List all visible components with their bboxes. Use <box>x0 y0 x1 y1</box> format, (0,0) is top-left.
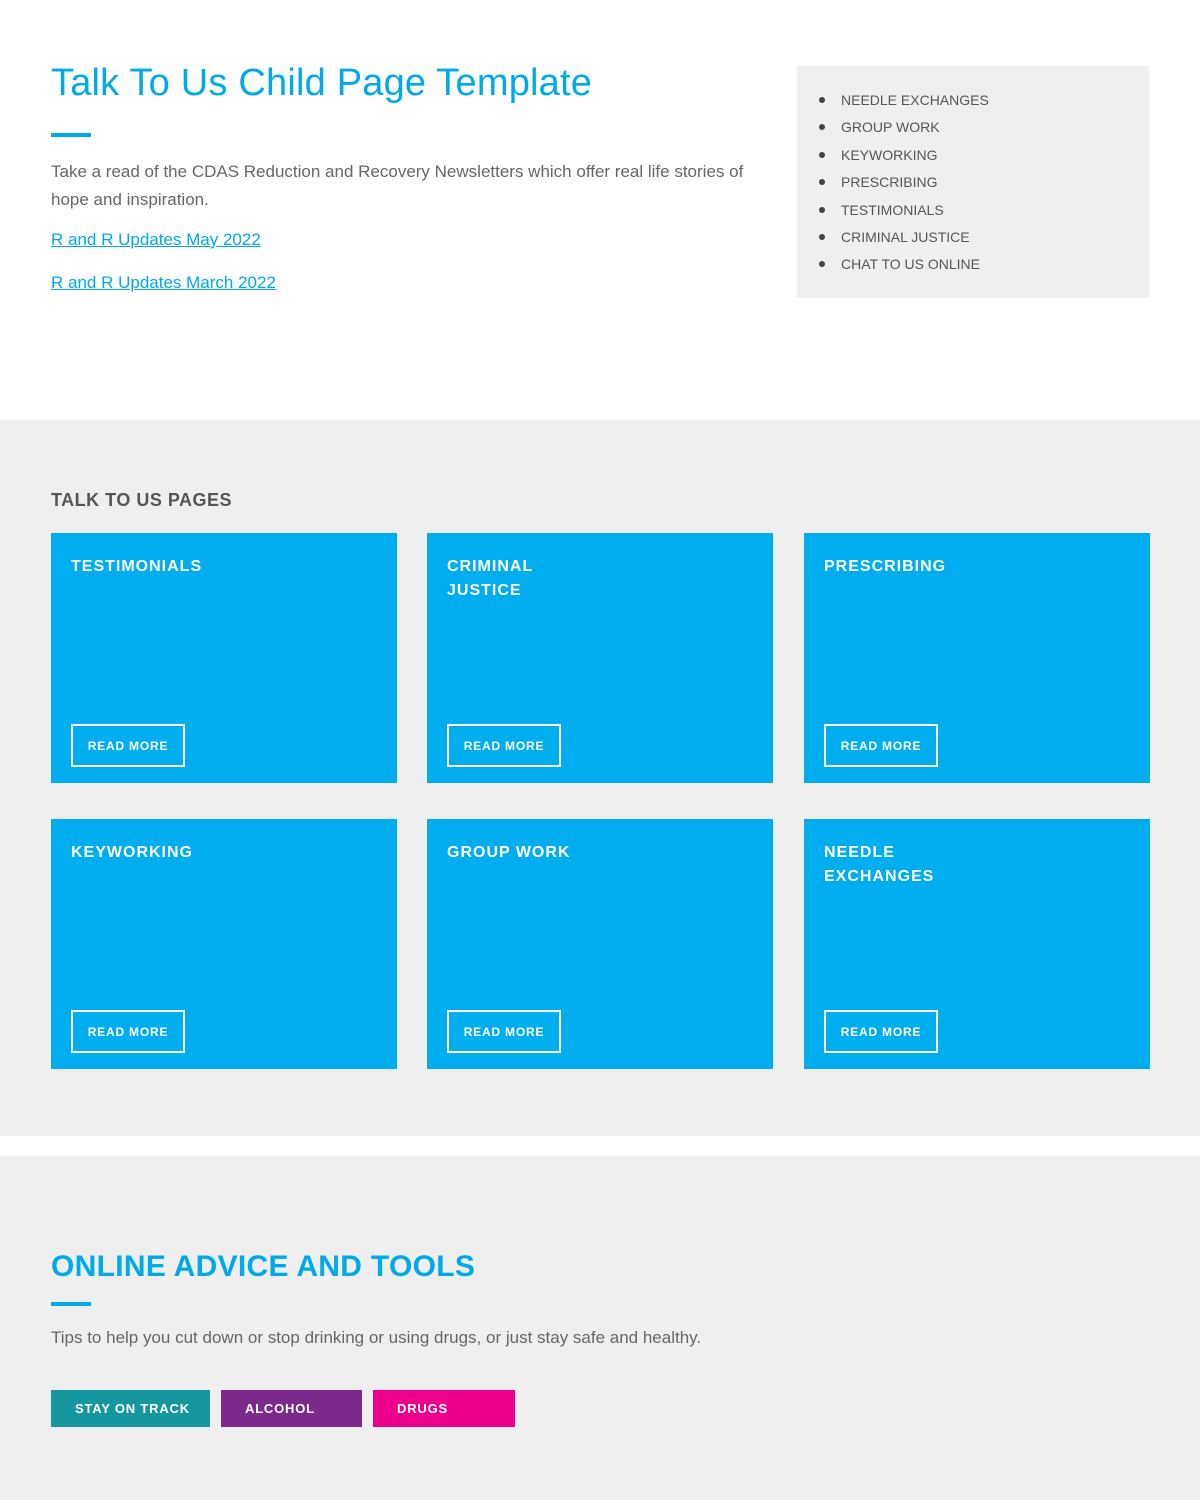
newsletter-link-march-2022[interactable]: R and R Updates March 2022 <box>51 273 276 292</box>
read-more-button[interactable]: READ MORE <box>447 1010 561 1053</box>
section-divider <box>0 1136 1200 1156</box>
bullet-icon <box>819 97 825 103</box>
newsletter-link-may-2022[interactable]: R and R Updates May 2022 <box>51 230 261 249</box>
sidebar-item-label: CHAT TO US ONLINE <box>841 256 980 273</box>
bullet-icon <box>819 152 825 158</box>
intro-text: Take a read of the CDAS Reduction and Recovery Newsletters which offer real life stories of hope and inspiration. <box>51 162 744 209</box>
card-title: GROUP WORK <box>447 844 571 861</box>
sidebar-menu <box>797 66 1149 298</box>
read-more-button[interactable]: READ MORE <box>71 1010 185 1053</box>
card-title: KEYWORKING <box>71 844 193 861</box>
card-title: TESTIMONIALS <box>71 558 203 575</box>
bullet-icon <box>819 234 825 240</box>
sidebar-item-label: NEEDLE EXCHANGES <box>841 92 989 108</box>
advice-text: Tips to help you cut down or stop drinking or using drugs, or just stay safe and healthy. <box>51 1328 702 1347</box>
read-more-button[interactable]: READ MORE <box>824 724 938 767</box>
stay-on-track-button[interactable]: STAY ON TRACK <box>51 1390 210 1427</box>
bullet-icon <box>819 179 825 185</box>
bullet-icon <box>819 124 825 130</box>
alcohol-button[interactable]: ALCOHOL <box>221 1390 362 1427</box>
bullet-icon <box>819 261 825 267</box>
card-needle-exchanges[interactable] <box>804 819 1150 1069</box>
card-prescribing[interactable] <box>804 533 1150 783</box>
card-testimonials[interactable] <box>51 533 397 783</box>
title-underline <box>51 133 91 137</box>
sidebar-item-label: GROUP WORK <box>841 119 940 136</box>
talk-to-us-pages-section <box>0 420 1200 1136</box>
read-more-button[interactable]: READ MORE <box>824 1010 938 1053</box>
sidebar-item-label: CRIMINAL JUSTICE <box>841 228 970 245</box>
intro-section <box>0 0 1200 420</box>
card-criminal-justice[interactable] <box>427 533 773 783</box>
sidebar-item-group-work[interactable] <box>819 117 1149 144</box>
card-group-work[interactable] <box>427 819 773 1069</box>
sidebar-item-prescribing[interactable] <box>819 172 1149 199</box>
sidebar-item-label: TESTIMONIALS <box>841 201 944 218</box>
online-advice-section <box>0 1156 1200 1500</box>
advice-title-underline <box>51 1302 91 1306</box>
read-more-button[interactable]: READ MORE <box>71 724 185 767</box>
card-title: NEEDLE EXCHANGES <box>824 844 935 885</box>
sidebar-item-label: KEYWORKING <box>841 146 938 163</box>
sidebar-item-needle-exchanges[interactable] <box>819 90 1149 117</box>
page-title: Talk To Us Child Page Template <box>51 62 593 104</box>
sidebar-item-testimonials[interactable] <box>819 200 1149 227</box>
read-more-button[interactable]: READ MORE <box>447 724 561 767</box>
sidebar-item-criminal-justice[interactable] <box>819 227 1149 254</box>
section-heading: TALK TO US PAGES <box>51 490 233 510</box>
card-title: PRESCRIBING <box>824 558 947 575</box>
drugs-button[interactable]: DRUGS <box>373 1390 515 1427</box>
sidebar-item-chat-online[interactable] <box>819 254 1149 281</box>
card-keyworking[interactable] <box>51 819 397 1069</box>
advice-title: ONLINE ADVICE AND TOOLS <box>51 1250 476 1283</box>
sidebar-item-keyworking[interactable] <box>819 145 1149 172</box>
card-title: CRIMINAL JUSTICE <box>447 558 533 599</box>
sidebar-item-label: PRESCRIBING <box>841 174 938 191</box>
bullet-icon <box>819 207 825 213</box>
